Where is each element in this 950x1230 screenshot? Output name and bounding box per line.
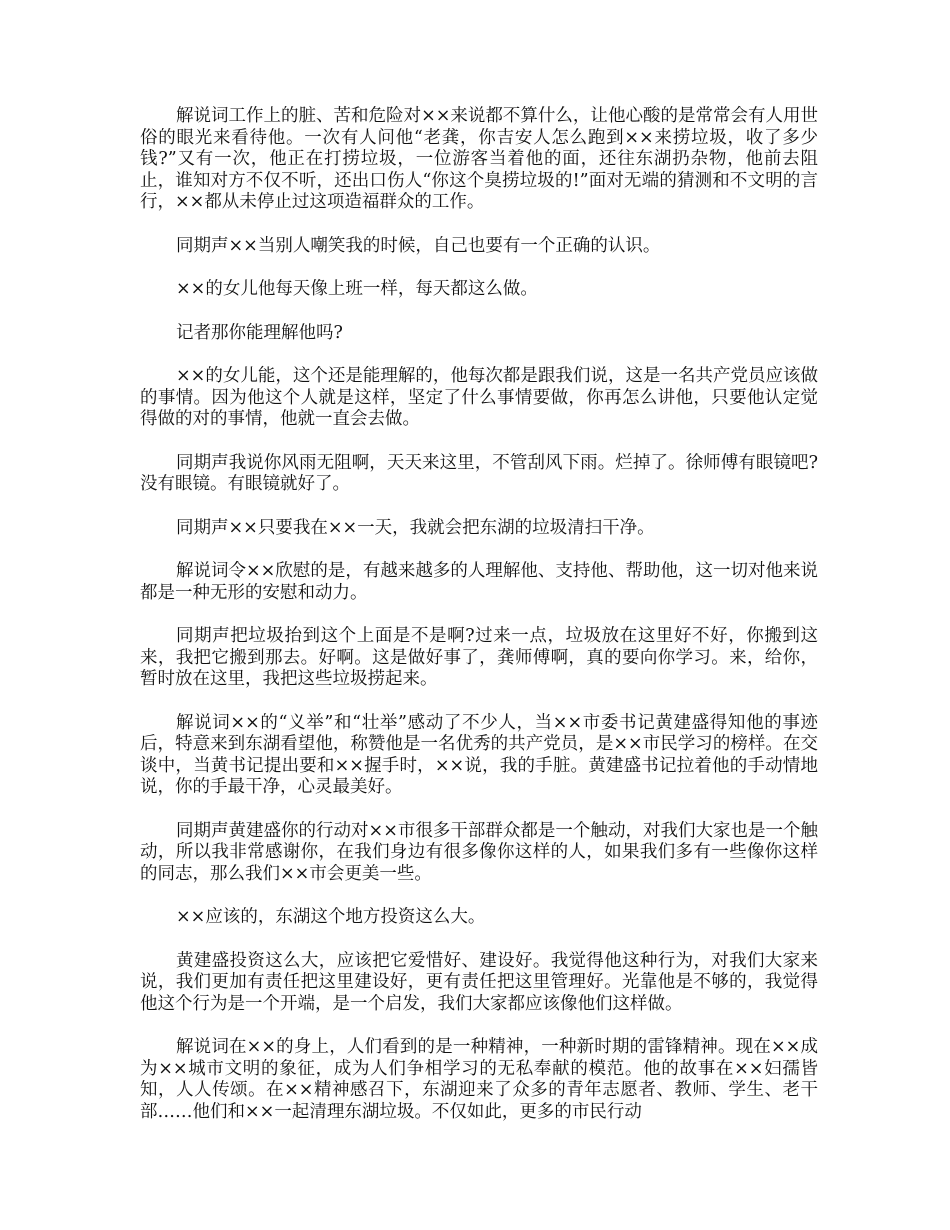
paragraph-14: 解说词在××的身上，人们看到的是一种精神，一种新时期的雷锋精神。现在××成为××城市文明的象征，成为人们争相学习的无私奉献的模范。他的故事在××妇孺皆知，人人传颂。在××精神感召下，东湖迎来了众多的青年志愿者、教师、学生、老干部……他们和××一起清理东湖垃圾。不仅如此，更多的市民行动 [140, 1037, 818, 1122]
document-body [140, 106, 818, 1145]
paragraph-10: 解说词××的“义举”和“壮举”感动了不少人，当××市委书记黄建盛得知他的事迹后，特意来到东湖看望他，称赞他是一名优秀的共产党员，是××市民学习的榜样。在交谈中，当黄书记提出要和××握手时，××说，我的手脏。黄建盛书记拉着他的手动情地说，你的手最干净，心灵最美好。 [140, 712, 818, 797]
paragraph-4: 记者那你能理解他吗? [176, 322, 343, 343]
paragraph-9: 同期声把垃圾抬到这个上面是不是啊?过来一点，垃圾放在这里好不好，你搬到这来，我把它搬到那去。好啊。这是做好事了，龚师傅啊，真的要向你学习。来，给你，暂时放在这里，我把这些垃圾捞起来。 [140, 626, 818, 689]
paragraph-13: 黄建盛投资这么大，应该把它爱惜好、建设好。我觉得他这种行为，对我们大家来说，我们更加有责任把这里建设好，更有责任把这里管理好。光靠他是不够的，我觉得他这个行为是一个开端，是一个启发，我们大家都应该像他们这样做。 [140, 950, 818, 1014]
paragraph-3: ××的女儿他每天像上班一样，每天都这么做。 [176, 279, 538, 299]
paragraph-12: ××应该的，东湖这个地方投资这么大。 [176, 907, 486, 927]
paragraph-6: 同期声我说你风雨无阻啊，天天来这里，不管刮风下雨。烂掉了。徐师傅有眼镜吧?没有眼镜。有眼镜就好了。 [140, 452, 818, 494]
paragraph-7: 同期声××只要我在××一天，我就会把东湖的垃圾清扫干净。 [176, 517, 655, 538]
paragraph-2: 同期声××当别人嘲笑我的时候，自己也要有一个正确的认识。 [176, 235, 661, 256]
paragraph-1: 解说词工作上的脏、苦和危险对××来说都不算什么，让他心酸的是常常会有人用世俗的眼光来看待他。一次有人问他“老龚，你吉安人怎么跑到××来捞垃圾，收了多少钱?”又有一次，他正在打捞垃圾，一位游客当着他的面，还往东湖扔杂物，他前去阻止，谁知对方不仅不听，还出口伤人“你这个臭捞垃圾的!”面对无端的猜测和不文明的言行，××都从未停止过这项造福群众的工作。 [140, 106, 818, 212]
paragraph-11: 同期声黄建盛你的行动对××市很多干部群众都是一个触动，对我们大家也是一个触动，所以我非常感谢你，在我们身边有很多像你这样的人，如果我们多有一些像你这样的同志，那么我们××市会更美一些。 [140, 820, 818, 884]
paragraph-8: 解说词令××欣慰的是，有越来越多的人理解他、支持他、帮助他，这一切对他来说都是一种无形的安慰和动力。 [140, 561, 818, 603]
paragraph-5: ××的女儿能，这个还是能理解的，他每次都是跟我们说，这是一名共产党员应该做的事情。因为他这个人就是这样，坚定了什么事情要做，你再怎么讲他，只要他认定觉得做的对的事情，他就一直会去做。 [140, 366, 818, 429]
